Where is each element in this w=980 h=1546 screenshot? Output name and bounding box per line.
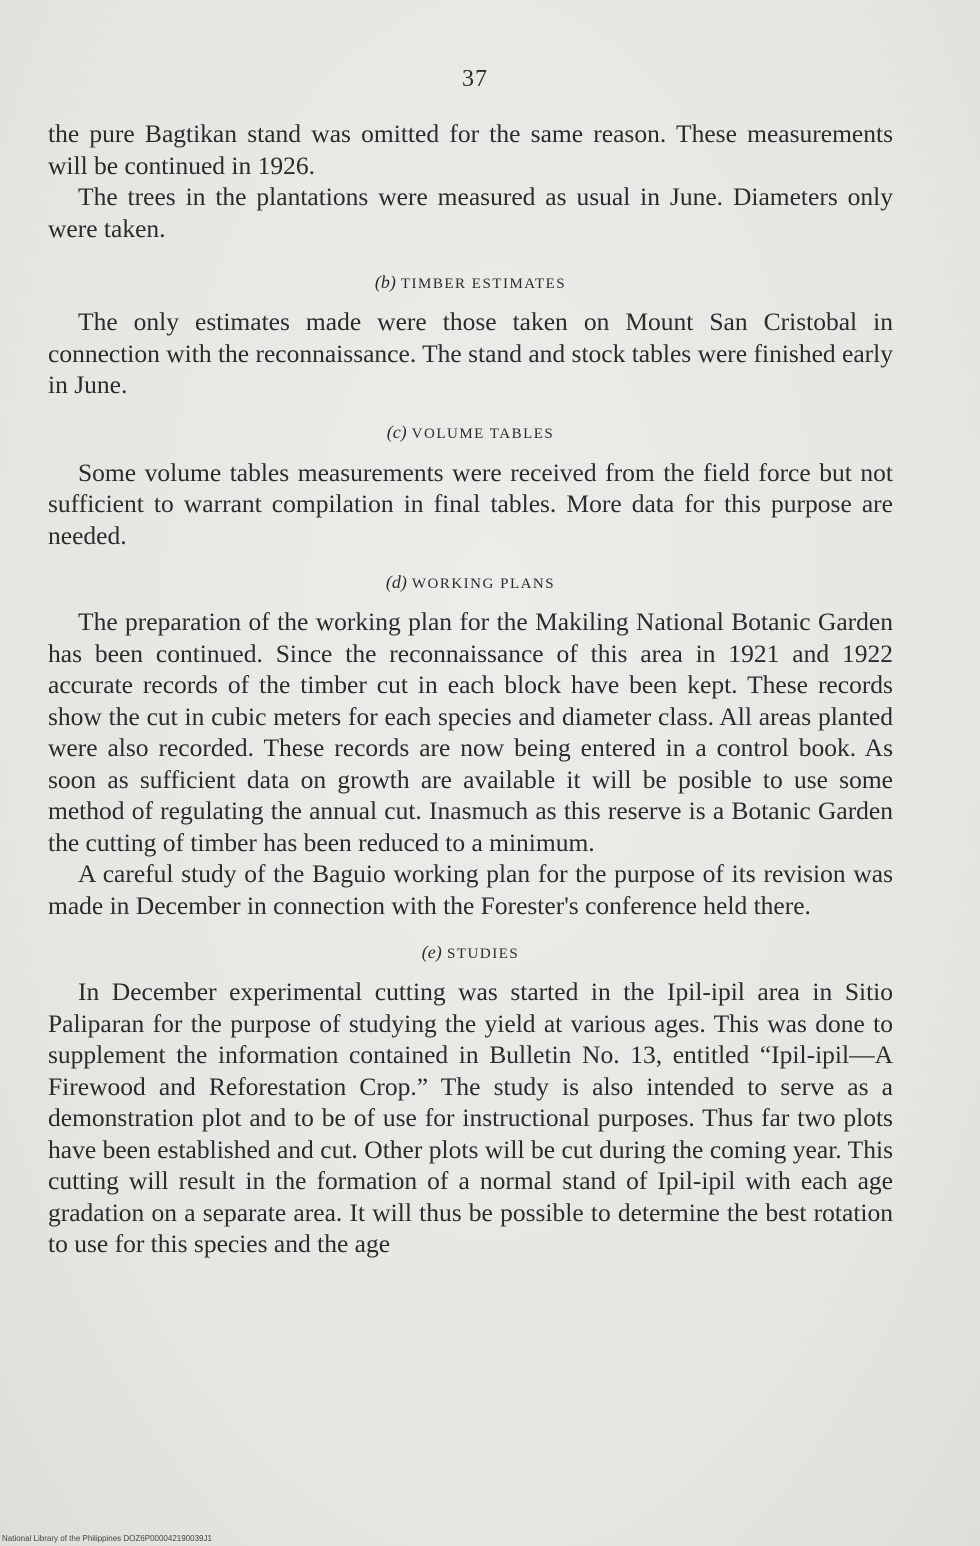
paragraph-volume-tables: Some volume tables measurements were received from the field force but not sufficient to warrant compilation in final tables. More data for this purpose are needed. <box>48 457 893 550</box>
page-body <box>48 118 893 1260</box>
section-heading-timber-estimates <box>48 272 893 294</box>
paragraph-baguio-plan: A careful study of the Baguio working plan for the purpose of its revision was made in December in connection with the Forester's conference held there. <box>48 859 893 920</box>
section-title: VOLUME TABLES <box>411 425 555 442</box>
section-title: WORKING PLANS <box>411 576 556 592</box>
paragraph-timber-estimates: The only estimates made were those taken on Mount San Cristobal in connection with the reconnaissance. The stand and stock tables were finished early in June. <box>48 307 893 399</box>
scan-footer-credit: National Library of the Philippines DOZ6P000042190039J1 <box>2 1534 212 1543</box>
paragraph-makiling-plan: The preparation of the working plan for the Makiling National Botanic Garden has been continued. Since the reconnaissance of this area in 1921 and 1922 accurate records of the timber cut in each block have been kept. These records show the cut in cubic meters for each species and diameter class. All areas planted were also recorded. These records are now being entered in a control book. As soon as sufficient data on growth are available it will be posible to use some method of regulating the annual cut. Inasmuch as this reserve is a Botanic Garden the cutting of timber has been reduced to a minimum. <box>48 607 893 857</box>
paragraph-studies: In December experimental cutting was started in the Ipil-ipil area in Sitio Paliparan for the purpose of studying the yield at various ages. This was done to supplement the information contained in Bulletin No. 13, entitled “Ipil-ipil—A Firewood and Reforestation Crop.” The study is also intended to serve as a demonstration plot and to be of use for instructional purposes. Thus far two plots have been established and cut. Other plots will be cut during the coming year. This cutting will result in the formation of a normal stand of Ipil-ipil with each age gradation on a separate area. It will thus be possible to determine the best rotation to use for this species and the age <box>48 977 893 1258</box>
page-number: 37 <box>462 66 488 92</box>
paragraph-plantations: The trees in the plantations were measured as usual in June. Diameters only were taken. <box>48 182 893 243</box>
section-letter: (e) <box>421 942 442 962</box>
section-title: STUDIES <box>447 946 520 962</box>
section-letter: (d) <box>385 572 407 592</box>
section-heading-studies <box>48 942 893 964</box>
section-heading-working-plans <box>48 572 893 594</box>
paragraph-continued: the pure Bagtikan stand was omitted for the same reason. These measurements will be continued in 1926. <box>48 119 893 180</box>
section-letter: (b) <box>374 272 396 292</box>
section-heading-volume-tables <box>48 422 893 444</box>
section-letter: (c) <box>386 421 407 442</box>
section-title: TIMBER ESTIMATES <box>400 276 567 292</box>
